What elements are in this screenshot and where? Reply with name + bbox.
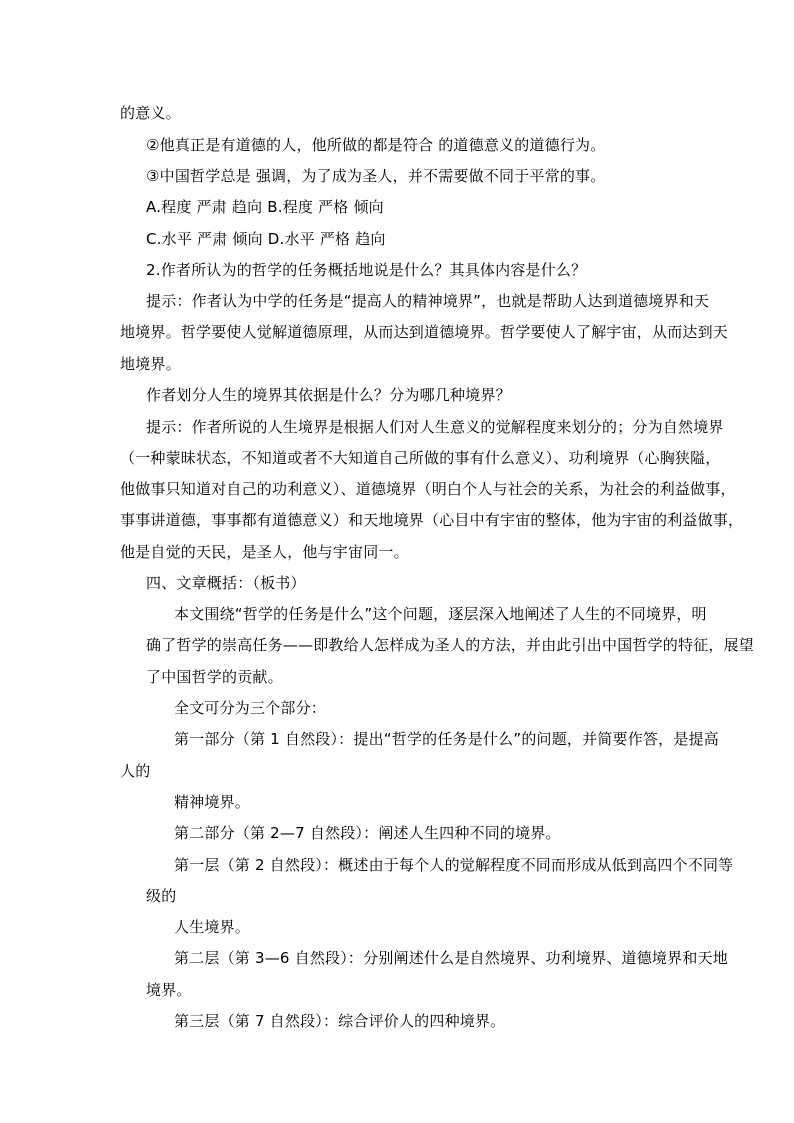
text-line: 确了哲学的崇高任务——即教给人怎样成为圣人的方法，并由此引出中国哲学的特征，展望	[146, 636, 755, 654]
text-line: 人生境界。	[174, 918, 251, 936]
text-line: 境界。	[146, 981, 192, 999]
text-line: 了中国哲学的贡献。	[146, 668, 283, 686]
text-line: 第一层（第 2 自然段）：概述由于每个人的觉解程度不同而形成从低到高四个不同等	[174, 856, 734, 874]
text-line: 人的	[120, 762, 151, 780]
text-line: 级的	[146, 887, 177, 905]
text-line: （一种蒙昧状态，不知道或者不大知道自己所做的事有什么意义）、功利境界（心胸狭隘，	[120, 449, 721, 467]
text-line: 第二层（第 3—6 自然段）：分别阐述什么是自然境界、功利境界、道德境界和天地	[174, 949, 728, 967]
text-line: 地境界。哲学要使人觉解道德原理，从而达到道德境界。哲学要使人了解宇宙，从而达到天	[120, 323, 729, 341]
text-line: 第二部分（第 2—7 自然段）：阐述人生四种不同的境界。	[174, 824, 561, 842]
text-line: 精神境界。	[174, 793, 251, 811]
text-line: ②他真正是有道德的人，他所做的都是符合 的道德意义的道德行为。	[146, 136, 606, 154]
text-line: 本文围绕“哲学的任务是什么”这个问题，逐层深入地阐述了人生的不同境界，明	[174, 605, 707, 623]
text-line: 地境界。	[120, 355, 181, 373]
section-heading: 四、文章概括：（板书）	[146, 574, 306, 592]
text-line: 全文可分为三个部分：	[174, 699, 327, 717]
text-line: 他做事只知道对自己的功利意义）、道德境界（明白个人与社会的关系，为社会的利益做事，	[120, 480, 736, 498]
text-line: 提示：作者所说的人生境界是根据人们对人生意义的觉解程度来划分的；分为自然境界	[146, 418, 724, 436]
text-line: 他是自觉的天民，是圣人，他与宇宙同一。	[120, 543, 409, 561]
text-line: A.程度 严肃 趋向 B.程度 严格 倾向	[146, 198, 384, 216]
text-line: ③中国哲学总是 强调，为了成为圣人，并不需要做不同于平常的事。	[146, 167, 606, 185]
text-line: C.水平 严肃 倾向 D.水平 严格 趋向	[146, 230, 386, 248]
text-line: 第一部分（第 1 自然段）：提出“哲学的任务是什么”的问题，并简要作答，是提高	[174, 730, 719, 748]
text-line: 第三层（第 7 自然段）：综合评价人的四种境界。	[174, 1012, 506, 1030]
text-line: 提示：作者认为中学的任务是“提高人的精神境界”，也就是帮助人达到道德境界和天	[146, 292, 710, 310]
text-line: 的意义。	[120, 104, 181, 122]
text-line: 事事讲道德，事事都有道德意义）和天地境界（心目中有宇宙的整体，他为宇宙的利益做事，	[120, 511, 744, 529]
text-line: 2.作者所认为的哲学的任务概括地说是什么？其具体内容是什么？	[146, 261, 587, 279]
text-line: 作者划分人生的境界其依据是什么？分为哪几种境界？	[146, 386, 511, 404]
